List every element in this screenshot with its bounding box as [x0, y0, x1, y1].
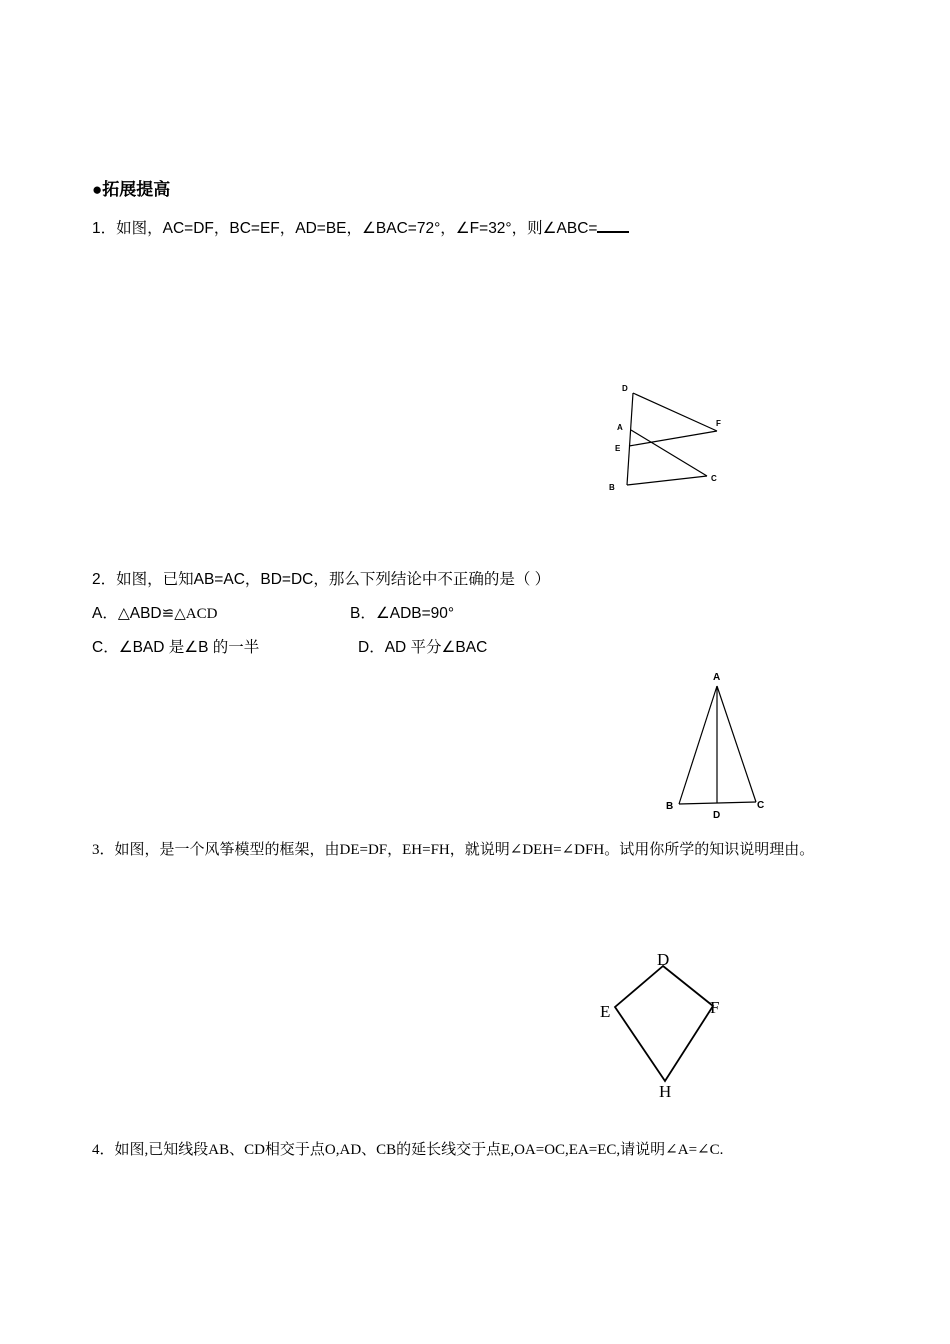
segment-d-f — [633, 393, 717, 431]
label-d: D — [713, 810, 721, 821]
bullet-icon: ● — [92, 180, 103, 199]
option-a — [92, 604, 217, 624]
label-b: B — [609, 483, 615, 492]
segment-a-c — [631, 430, 707, 476]
question-3 — [92, 840, 814, 860]
label-e: E — [615, 444, 621, 453]
segment-a-c — [717, 686, 756, 802]
question-2 — [92, 570, 550, 590]
label-a: A — [617, 423, 623, 432]
label-b: B — [666, 801, 674, 812]
question-1-text: 1．如图，AC=DF，BC=EF，AD=BE，∠BAC=72°，∠F=32°，则∠ABC= — [92, 220, 598, 237]
question-4 — [92, 1140, 723, 1160]
question-1 — [92, 216, 629, 239]
label-f: F — [716, 419, 721, 428]
option-a-suffix: ≌△ACD — [161, 606, 218, 622]
label-c: C — [757, 800, 765, 811]
label-e: E — [600, 1002, 611, 1021]
figure-1 — [600, 378, 730, 493]
option-c-text: C．∠BAD 是∠B 的一半 — [92, 639, 260, 656]
segment-e-f — [629, 431, 717, 446]
label-d: D — [622, 384, 628, 393]
option-c — [92, 638, 259, 658]
label-d: D — [657, 950, 670, 969]
kite-frame — [615, 966, 713, 1081]
question-4-text: 4．如图,已知线段AB、CD相交于点O,AD、CB的延长线交于点E,OA=OC,EA=EC,请说明∠A=∠C. — [92, 1142, 724, 1158]
option-d-text: D．AD 平分∠BAC — [358, 639, 488, 656]
label-f: F — [710, 998, 720, 1017]
figure-2 — [660, 668, 770, 823]
segment-a-b — [679, 686, 717, 804]
section-title: 拓展提高 — [102, 180, 171, 199]
question-2-text: 2．如图，已知AB=AC，BD=DC，那么下列结论中不正确的是（ ） — [92, 571, 551, 588]
segment-b-c — [627, 476, 707, 485]
option-a-prefix: A．△ABD — [92, 605, 162, 622]
section-heading — [92, 180, 170, 200]
question-3-text: 3．如图，是一个风筝模型的框架，由DE=DF，EH=FH，就说明∠DEH=∠DFH。试用你所学的知识说明理由。 — [92, 842, 815, 858]
option-d — [358, 638, 487, 658]
option-b — [350, 604, 454, 624]
figure-3 — [595, 945, 735, 1105]
segment-d-b — [627, 393, 633, 485]
answer-blank — [597, 216, 629, 233]
label-c: C — [711, 474, 717, 483]
option-b-text: B．∠ADB=90° — [350, 605, 455, 622]
label-h: H — [659, 1082, 672, 1101]
label-a: A — [713, 672, 721, 683]
